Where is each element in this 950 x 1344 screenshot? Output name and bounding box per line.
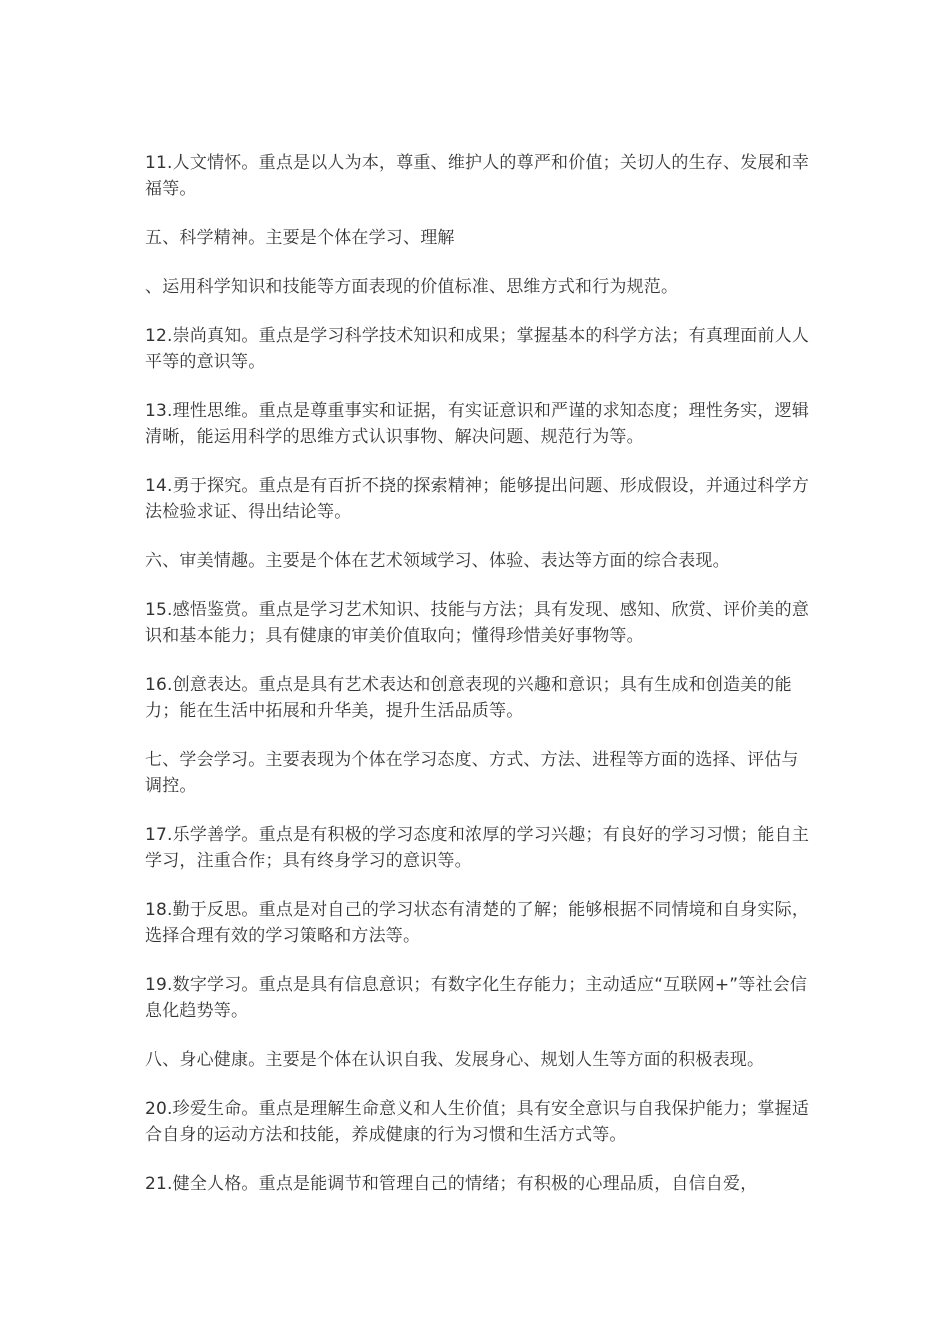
- document-body: [145, 150, 815, 1220]
- section-8-physical-mental-health: 八、身心健康。主要是个体在认识自我、发展身心、规划人生等方面的积极表现。: [145, 1050, 765, 1070]
- paragraph-18-reflection: 18.勤于反思。重点是对自己的学习状态有清楚的了解；能够根据不同情境和自身实际，选择合理有效的学习策略和方法等。: [145, 900, 810, 946]
- paragraph-14-exploration: 14.勇于探究。重点是有百折不挠的探索精神；能够提出问题、形成假设，并通过科学方法检验求证、得出结论等。: [145, 476, 810, 522]
- paragraph-19-digital-learning: 19.数字学习。重点是具有信息意识；有数字化生存能力；主动适应“互联网+”等社会信息化趋势等。: [145, 975, 808, 1021]
- section-7-learning-to-learn: 七、学会学习。主要表现为个体在学习态度、方式、方法、进程等方面的选择、评估与调控。: [145, 750, 799, 796]
- paragraph-12-truth-seeking: 12.崇尚真知。重点是学习科学技术知识和成果；掌握基本的科学方法；有真理面前人人平等的意识等。: [145, 326, 810, 372]
- paragraph-17-enjoy-learning: 17.乐学善学。重点是有积极的学习态度和浓厚的学习兴趣；有良好的学习习惯；能自主学习，注重合作；具有终身学习的意识等。: [145, 825, 810, 871]
- section-5-continuation: 、运用科学知识和技能等方面表现的价值标准、思维方式和行为规范。: [145, 277, 679, 297]
- paragraph-15-appreciation: 15.感悟鉴赏。重点是学习艺术知识、技能与方法；具有发现、感知、欣赏、评价美的意识和基本能力；具有健康的审美价值取向；懂得珍惜美好事物等。: [145, 600, 810, 646]
- section-6-aesthetic-taste: 六、审美情趣。主要是个体在艺术领域学习、体验、表达等方面的综合表现。: [145, 551, 730, 571]
- paragraph-16-creative-expression: 16.创意表达。重点是具有艺术表达和创意表现的兴趣和意识；具有生成和创造美的能力；能在生活中拓展和升华美，提升生活品质等。: [145, 675, 792, 721]
- paragraph-21-sound-personality: 21.健全人格。重点是能调节和管理自己的情绪；有积极的心理品质，自信自爱，: [145, 1174, 758, 1194]
- paragraph-11-humanistic-care: 11.人文情怀。重点是以人为本，尊重、维护人的尊严和价值；关切人的生存、发展和幸福等。: [145, 153, 810, 199]
- paragraph-20-cherish-life: 20.珍爱生命。重点是理解生命意义和人生价值；具有安全意识与自我保护能力；掌握适合自身的运动方法和技能，养成健康的行为习惯和生活方式等。: [145, 1099, 810, 1145]
- section-5-scientific-spirit: 五、科学精神。主要是个体在学习、理解: [145, 228, 455, 248]
- paragraph-13-rational-thinking: 13.理性思维。重点是尊重事实和证据，有实证意识和严谨的求知态度；理性务实，逻辑清晰，能运用科学的思维方式认识事物、解决问题、规范行为等。: [145, 401, 810, 447]
